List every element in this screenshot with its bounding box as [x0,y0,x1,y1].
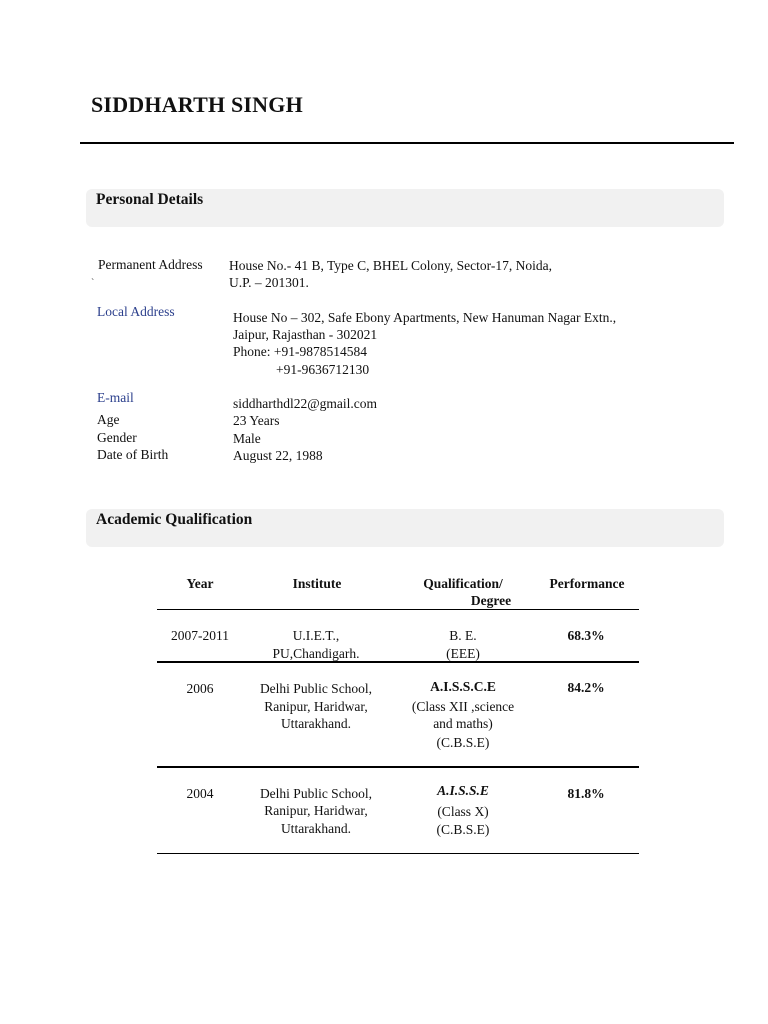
row-year: 2006 [186,681,214,696]
row-institute-line: Delhi Public School, [259,786,373,801]
row-qualification-title: A.I.S.S.C.E [430,679,496,694]
col-header-year: Year [186,576,214,591]
personal-details-section-bar [86,189,724,227]
permanent-address-line1: House No.- 41 B, Type C, BHEL Colony, Sector-17, Noida, [229,258,553,273]
row-year: 2004 [186,786,214,801]
permanent-address-line2: U.P. – 201301. [229,275,309,290]
row-institute-line: Ranipur, Haridwar, [264,699,368,714]
gender-label: Gender [97,430,137,445]
table-row-divider [157,661,639,663]
row-institute-line: Uttarakhand. [280,821,352,836]
row-qualification-title: A.I.S.S.E [437,783,489,798]
col-header-degree: Degree [470,593,512,608]
row-qualification-line: and maths) [433,716,493,731]
phone-line2: +91-9636712130 [276,362,370,377]
row-performance: 81.8% [567,786,605,801]
row-qualification-line: (C.B.S.E) [436,822,490,837]
email-value[interactable]: siddharthdl22@gmail.com [233,396,378,411]
row-qualification-line: (EEE) [446,646,480,661]
row-performance: 68.3% [567,628,605,643]
phone-line1: Phone: +91-9878514584 [233,344,367,359]
local-address-line1: House No – 302, Safe Ebony Apartments, New Hanuman Nagar Extn., [233,310,617,325]
row-institute-line: Ranipur, Haridwar, [264,803,368,818]
row-institute-line: Delhi Public School, [259,681,373,696]
row-institute-line: PU,Chandigarh. [272,646,360,661]
row-qualification-line: (C.B.S.E) [436,735,490,750]
row-institute-line: Uttarakhand. [280,716,352,731]
dob-label: Date of Birth [97,447,169,462]
local-address-line2: Jaipur, Rajasthan - 302021 [233,327,378,342]
row-performance: 84.2% [567,680,605,695]
age-value: 23 Years [233,413,280,428]
table-row-divider [157,766,639,768]
local-address-label: Local Address [97,304,175,319]
gender-value: Male [233,431,261,446]
dob-value: August 22, 1988 [233,448,323,463]
academic-heading: Academic Qualification [96,511,253,528]
academic-section-bar [86,509,724,547]
age-label: Age [97,412,120,427]
row-year: 2007-2011 [171,628,229,643]
row-qualification-line: (Class XII ,science [411,699,515,714]
candidate-name: SIDDHARTH SINGH [91,92,303,117]
email-label: E-mail [97,390,134,405]
table-header-divider [157,609,639,610]
personal-details-heading: Personal Details [96,191,204,208]
row-qualification-line: (Class X) [437,804,489,819]
row-qualification-title: B. E. [449,628,477,643]
col-header-performance: Performance [549,576,625,591]
table-bottom-divider [157,853,639,854]
stray-mark: ` [91,278,95,289]
permanent-address-label: Permanent Address [98,257,203,272]
col-header-institute: Institute [292,576,342,591]
row-institute-line: U.I.E.T., [292,628,340,643]
header-divider [80,142,734,144]
col-header-qualification: Qualification/ [423,576,503,591]
